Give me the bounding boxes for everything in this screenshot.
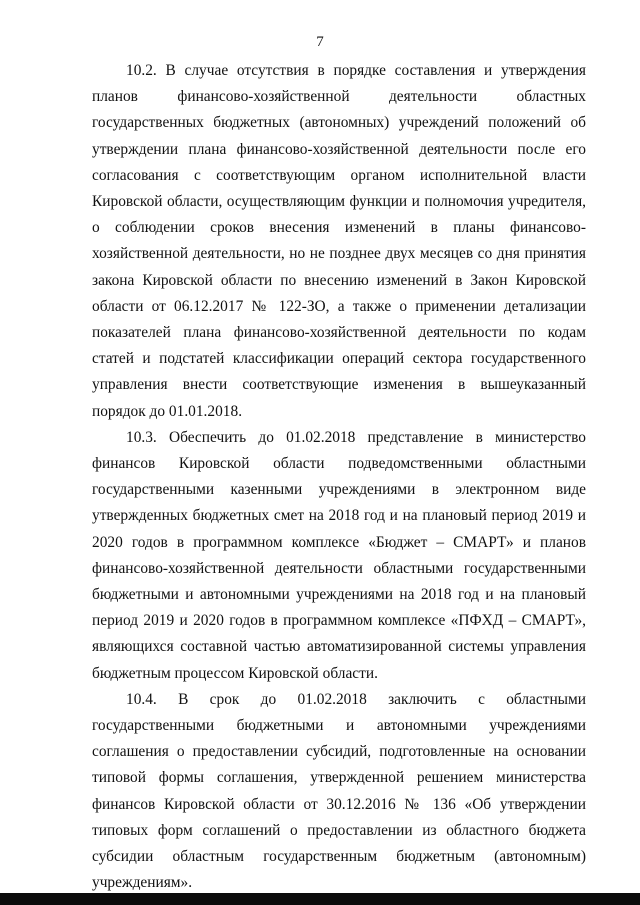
page-number: 7 xyxy=(316,34,324,50)
paragraph-10-4: 10.4. В срок до 01.02.2018 заключить с областными государственными бюджетными и автономными учреждениями соглашения о предоставлении субсидий, подготовленные на основании типовой формы соглашения, утвержденной решением министерства финансов Кировской области от 30.12.2016 № 136 «Об утверждении типовых форм соглашений о предоставлении из областного бюджета субсидии областным государственным бюджетным (автономным) учреждениям». xyxy=(92,690,586,892)
document-body xyxy=(92,58,586,897)
scan-bottom-edge xyxy=(0,893,640,905)
paragraph-10-2: 10.2. В случае отсутствия в порядке составления и утверждения планов финансово-хозяйственной деятельности областных государственных бюджетных (автономных) учреждений положений об утверждении плана финансово-хозяйственной деятельности после его согласования с соответствующим органом исполнительной власти Кировской области, осуществляющим функции и полномочия учредителя, о соблюдении сроков внесения изменений в планы финансово-хозяйственной деятельности, но не позднее двух месяцев со дня принятия закона Кировской области по внесению изменений в Закон Кировской области от 06.12.2017 № 122-ЗО, а также о применении детализации показателей плана финансово-хозяйственной деятельности по кодам статей и подстатей классификации операций сектора государственного управления внести соответствующие изменения в вышеуказанный порядок до 01.01.2018. xyxy=(92,62,586,420)
paragraph-10-3: 10.3. Обеспечить до 01.02.2018 представление в министерство финансов Кировской области подведомственными областными государственными казенными учреждениями в электронном виде утвержденных бюджетных смет на 2018 год и на плановый период 2019 и 2020 годов в программном комплексе «Бюджет – СМАРТ» и планов финансово-хозяйственной деятельности областными государственными бюджетными и автономными учреждениями на 2018 год и на плановый период 2019 и 2020 годов в программном комплексе «ПФХД – СМАРТ», являющихся составной частью автоматизированной системы управления бюджетным процессом Кировской области. xyxy=(92,428,586,682)
